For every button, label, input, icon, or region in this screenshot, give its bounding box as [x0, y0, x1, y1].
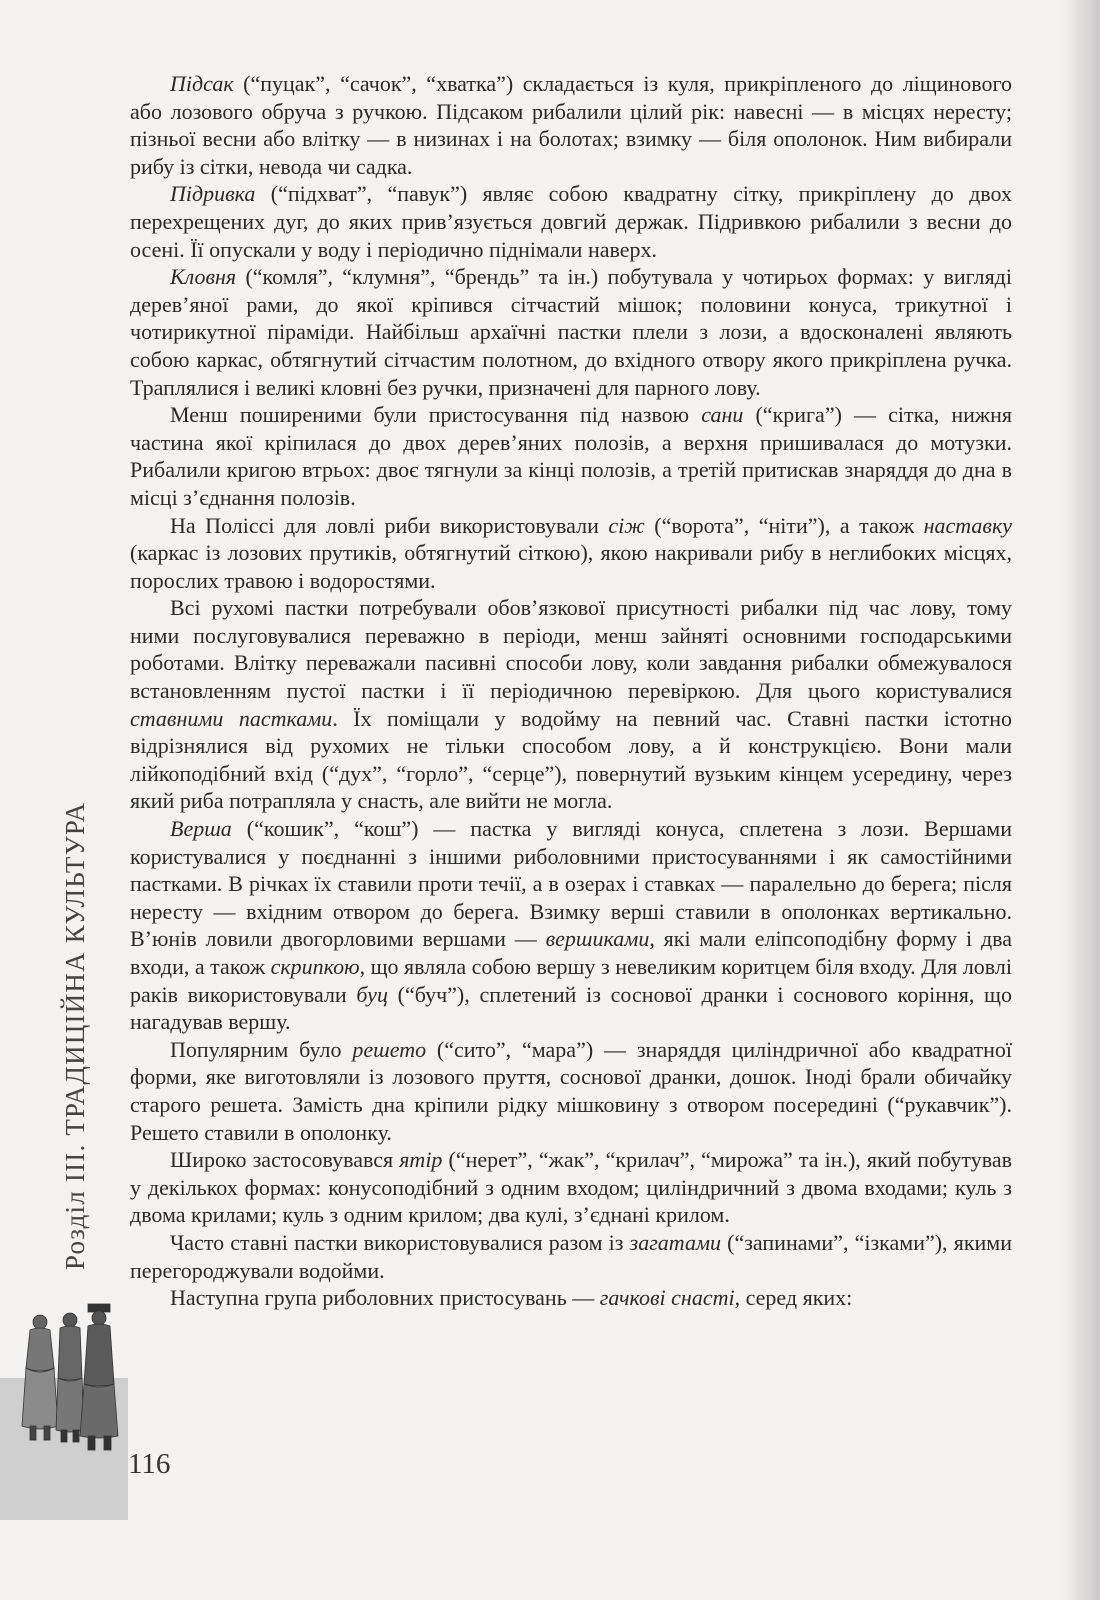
- paragraph: [130, 1284, 1012, 1312]
- text-run: (“запинами”, “ізками”), якими перегороджували водойми.: [130, 1229, 1012, 1283]
- italic-term: ятір: [399, 1147, 443, 1173]
- italic-term: скрипкою: [270, 954, 360, 979]
- paragraph: [130, 70, 1012, 180]
- text-run: Менш поширеними були пристосування під назвою: [170, 402, 702, 428]
- folk-figures-illustration: [18, 1298, 128, 1458]
- italic-term: сіж: [608, 512, 645, 538]
- text-run: На Поліссі для ловлі риби використовували: [170, 512, 609, 538]
- text-run: , які мали еліпсоподібну форму і два входи, а також: [130, 926, 1012, 979]
- italic-term: вершиками: [545, 926, 650, 952]
- page-edge-shadow: [1060, 0, 1100, 1600]
- italic-term: Підсак: [170, 71, 234, 96]
- text-run: Наступна група риболовних пристосувань —: [170, 1285, 600, 1311]
- paragraph: [130, 594, 1012, 815]
- text-run: (“комля”, “клумня”, “брендь” та ін.) побутувала у чотирьох формах: у вигляді дерев’яної рами, до якої кріпився сітчастий мішок; половини конуса, трикутної і чотирикутної піраміди. Найбільш архаїчні пастки плели з лози, а вдосконалені являють собою каркас, обтягнутий сітчастим полотном, до вхідного отвору якого прикріплена ручка. Траплялися і великі кловні без ручки, призначені для парного лову.: [130, 264, 1012, 400]
- text-run: Широко застосовувався: [170, 1147, 400, 1173]
- paragraph: [130, 1146, 1012, 1229]
- text-run: , серед яких:: [734, 1285, 853, 1311]
- text-run: (“кошик”, “кош”) — пастка у вигляді конуса, сплетена з лози. Вершами користувалися у поєднанні з іншими риболовними пристосуваннями і як самостійними пастками. В річках їх ставили проти течії, а в озерах і ставках — паралельно до берега; після нересту — вхідним отвором до берега. Взимку верші ставили в ополонках вертикально. В’юнів ловили двогорловими вершами —: [130, 816, 1012, 952]
- text-run: (“буч”), сплетений із соснової дранки і соснового коріння, що нагадував вершу.: [130, 981, 1012, 1035]
- italic-term: ставними пастками: [130, 705, 333, 731]
- text-run: (“пуцак”, “сачок”, “хватка”) складається із куля, прикріпленого до ліщинового або лозового обруча з ручкою. Підсаком рибалили цілий рік: навесні — в місцях нересту; пізньої весни або влітку — в низинах і на болотах; взимку — біля ополонок. Ним вибирали рибу із сітки, невода чи садка.: [130, 71, 1012, 179]
- body-text: [130, 70, 1012, 1312]
- paragraph: [130, 815, 1012, 1036]
- italic-term: гачкові снасті: [599, 1285, 735, 1311]
- paragraph: [130, 512, 1012, 595]
- paragraph: [130, 180, 1012, 263]
- running-section-title: Розділ III. ТРАДИЦІЙНА КУЛЬТУРА: [60, 801, 90, 1270]
- page-number: 116: [128, 1448, 171, 1480]
- paragraph: [130, 263, 1012, 401]
- italic-term: Підривка: [170, 181, 256, 207]
- text-run: Популярним було: [170, 1036, 353, 1062]
- paragraph: [130, 1036, 1012, 1146]
- text-run: . Їх поміщали у водойму на певний час. Ставні пастки істотно відрізнялися від рухомих не тільки способом лову, а й конструкцією. Вони мали лійкоподібний вхід (“дух”, “горло”, “серце”), повернутий вузьким кінцем усередину, через який риба потрапляла у снасть, але вийти не могла.: [130, 705, 1012, 814]
- text-run: (“нерет”, “жак”, “крилач”, “мирожа” та ін.), який побутував у декількох формах: конусоподібний з одним входом; циліндричний з двома входами; куль з двома крилами; куль з одним крилом; два кулі, з’єднані крилом.: [130, 1147, 1012, 1228]
- text-run: Часто ставні пастки використовувалися разом із: [170, 1229, 630, 1255]
- text-run: Всі рухомі пастки потребували обов’язкової присутності рибалки під час лову, тому ними послуговувалися переважно в періоди, менш зайняті основними господарськими роботами. Влітку переважали пасивні способи лову, коли завдання рибалки обмежувалося встановленням пустої пастки і її періодичною перевіркою. Для цього користувалися: [130, 595, 1012, 704]
- text-run: (“крига”) — сітка, нижня частина якої кріпилася до двох дерев’яних полозів, а верхня пришивалася до мотузки. Рибалили кригою втрьох: двоє тягнули за кінці полозів, а третій притискав знаряддя до дна в місці з’єднання полозів.: [130, 402, 1012, 510]
- text-run: , що являла собою вершу з невеликим коритцем біля входу. Для ловлі раків використовували: [130, 954, 1012, 1007]
- italic-term: буц: [356, 981, 388, 1007]
- italic-term: наставку: [923, 512, 1013, 538]
- text-run: (“підхват”, “павук”) являє собою квадратну сітку, прикріплену до двох перехрещених дуг, до яких прив’язується довгий держак. Підривкою рибалили з весни до осені. Її опускали у воду і періодично піднімали наверх.: [130, 181, 1012, 262]
- italic-term: Верша: [170, 816, 232, 842]
- text-run: (“ворота”, “ніти”), а також: [644, 512, 924, 538]
- text-run: (каркас із лозових прутиків, обтягнутий сіткою), якою накривали рибу в неглибоких місцях, порослих травою і водоростями.: [130, 540, 1012, 593]
- paragraph: [130, 401, 1012, 511]
- paragraph: [130, 1229, 1012, 1284]
- italic-term: загатами: [629, 1229, 721, 1255]
- italic-term: сани: [701, 402, 744, 428]
- italic-term: решето: [352, 1036, 427, 1062]
- italic-term: Кловня: [170, 264, 237, 290]
- text-run: (“сито”, “мара”) — знаряддя циліндричної або квадратної форми, яке виготовляли із лозового пруття, соснової дранки, дошок. Іноді брали обичайку старого решета. Замість дна кріпили рідку мішковину з отвором посередині (“рукавчик”). Решето ставили в ополонку.: [130, 1036, 1012, 1145]
